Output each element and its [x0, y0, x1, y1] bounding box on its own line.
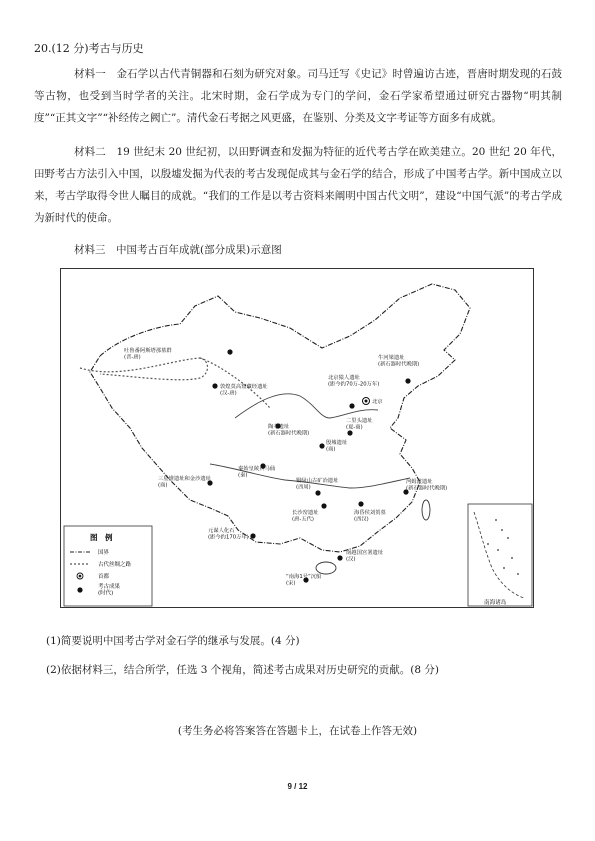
site-dot	[358, 501, 363, 506]
legend-border: 国界	[98, 550, 110, 556]
site-dot	[321, 503, 326, 508]
legend-silk-road: 古代丝绸之路	[98, 562, 132, 568]
answer-notice: (考生务必将答案答在答题卡上，在试卷上作答无效)	[177, 725, 418, 737]
site-label-dunhuang: 敦煌莫高窟藏经遗址(汉-唐)	[220, 384, 268, 397]
question-title: 20.(12 分)考古与历史	[34, 42, 144, 55]
site-dot	[250, 533, 255, 538]
archaeology-map	[60, 268, 534, 608]
site-label-beijing: 北京	[372, 399, 383, 405]
inset-label: 南海诸岛	[484, 600, 507, 606]
material-two-paragraph: 材料二 19 世纪末 20 世纪初，以田野调查和发掘为特征的近代考古学在欧美建立。20 世纪 20 年代，田野考古方法引入中国，以殷墟发掘为代表的考古发现促成其与金石学的结合，形成了中国考古学。新中国成立以来，考古学取得令世人瞩目的成就。“我们的工作是以考古资料来阐明中国古代文明”，建设“中国气派”的考古学成为新时代的使命。	[34, 146, 562, 224]
site-label-erlitou: 二里头遗址(夏-商)	[346, 418, 373, 431]
site-label-changsha: 长沙窑遗址(唐-五代)	[292, 510, 319, 523]
site-label-nanyue: 南越国宫署遗址(汉)	[346, 550, 384, 563]
sub-question-one: (1)简要说明中国考古学对金石学的继承与发展。(4 分)	[46, 635, 300, 647]
site-dot	[319, 443, 324, 448]
site-dot	[212, 383, 217, 388]
site-label-yuanmou: 元谋人化石(距今约170万年)	[208, 528, 249, 541]
site-dot	[337, 555, 342, 560]
site-label-hemudu: 河姆渡遗址(新石器时代晚期)	[406, 479, 448, 492]
site-label-turpan: 吐鲁番阿斯塔那墓群(晋-唐)	[124, 348, 172, 361]
site-dot	[347, 430, 352, 435]
site-label-tonglvshan: 铜绿山古矿冶遗址(西周)	[296, 478, 339, 491]
site-dot	[405, 378, 410, 383]
sub-question-two: (2)依据材料三，结合所学，任选 3 个视角，简述考古成果对历史研究的贡献。(8 分)	[46, 664, 439, 676]
site-label-haihunhou: 海昏侯刘贺墓(西汉)	[354, 510, 386, 523]
legend-title: 图 例	[90, 533, 113, 542]
site-dot	[315, 490, 320, 495]
site-label-taosi: 陶寺遗址(新石器时代晚期)	[268, 424, 310, 437]
material-one-paragraph: 材料一 金石学以古代青铜器和石刻为研究对象。司马迁写《史记》时曾遍访古迹，晋唐时期发现的石鼓等古物，也受到当时学者的关注。北宋时期，金石学成为专门的学问，金石学家希望通过研究古器物“明其制度”“正其文字”“补经传之阙亡”。清代金石考据之风更盛，在鉴别、分类及文字考证等方面多有成就。	[34, 68, 562, 124]
site-dot	[349, 403, 354, 408]
site-label-yinxu: 殷墟遗址(商)	[326, 440, 348, 453]
material-three-caption: 材料三 中国考古百年成就(部分成果)示意图	[74, 244, 282, 256]
page-number: 9 / 12	[287, 782, 308, 791]
site-label-nanhai: “南海1号”沉船(宋)	[286, 574, 322, 587]
site-label-terracotta: 秦始皇陵兵马俑(秦)	[238, 466, 276, 479]
site-label-zhoukoudian: 北京猿人遗址(距今约70万-20万年)	[328, 375, 380, 388]
site-dot	[227, 349, 232, 354]
site-label-niuheliang: 牛河梁遗址(新石器时代晚期)	[378, 355, 420, 368]
legend-site: 考古成果(时代)	[98, 584, 121, 597]
map-legend	[64, 526, 152, 606]
site-label-sanxingdui: 三星堆遗址和金沙遗址(商)	[158, 476, 211, 489]
south-china-sea-inset	[468, 504, 532, 606]
legend-capital: 首都	[98, 574, 110, 580]
